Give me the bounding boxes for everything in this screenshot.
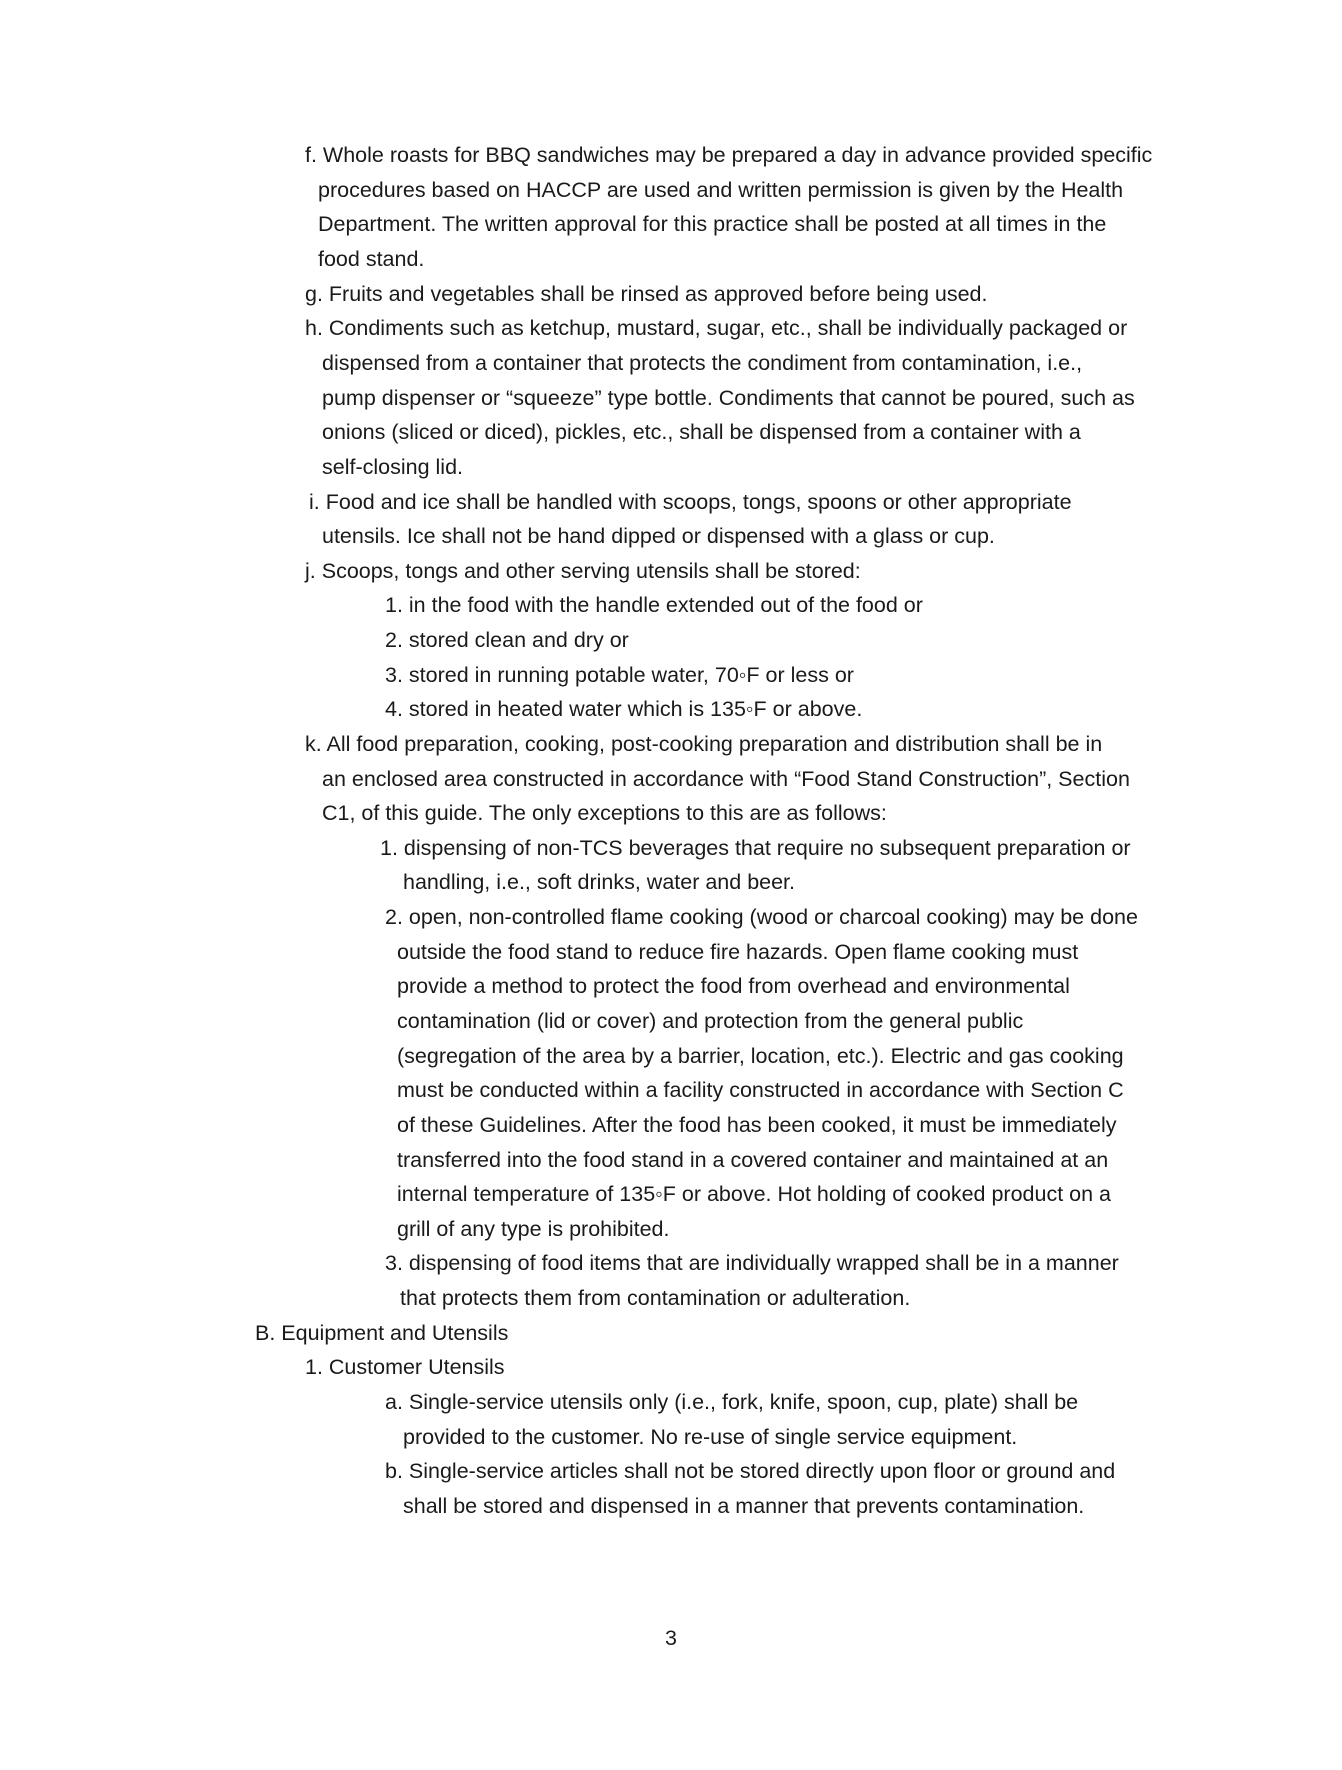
text-line: contamination (lid or cover) and protection from the general public [397,1009,1024,1033]
text-line: must be conducted within a facility constructed in accordance with Section C [397,1078,1124,1102]
text-line: 3. stored in running potable water, 70◦F or less or [385,663,854,687]
text-line: provided to the customer. No re-use of single service equipment. [403,1425,1018,1449]
text-line: f. Whole roasts for BBQ sandwiches may be prepared a day in advance provided specific [305,143,1153,167]
text-line: handling, i.e., soft drinks, water and beer. [403,870,796,894]
text-line: pump dispenser or “squeeze” type bottle. Condiments that cannot be poured, such as [322,386,1135,410]
text-line: outside the food stand to reduce fire hazards. Open flame cooking must [397,940,1079,964]
text-line: grill of any type is prohibited. [397,1217,670,1241]
text-line: C1, of this guide. The only exceptions to this are as follows: [322,801,887,825]
text-line: dispensed from a container that protects the condiment from contamination, i.e., [322,351,1083,375]
text-line: shall be stored and dispensed in a manner that prevents contamination. [403,1494,1085,1518]
text-line: a. Single-service utensils only (i.e., fork, knife, spoon, cup, plate) shall be [385,1390,1079,1414]
text-line: 2. open, non-controlled flame cooking (wood or charcoal cooking) may be done [385,905,1138,929]
text-line: b. Single-service articles shall not be stored directly upon floor or ground and [385,1459,1116,1483]
text-line: k. All food preparation, cooking, post-cooking preparation and distribution shall be in [305,732,1103,756]
text-line: Department. The written approval for this practice shall be posted at all times in the [318,212,1107,236]
text-line: 1. in the food with the handle extended out of the food or [385,593,923,617]
page-number: 3 [665,1626,677,1650]
text-line: self-closing lid. [322,455,463,479]
text-line: onions (sliced or diced), pickles, etc., shall be dispensed from a container with a [322,420,1081,444]
text-line: 1. dispensing of non-TCS beverages that require no subsequent preparation or [380,836,1131,860]
text-line: g. Fruits and vegetables shall be rinsed as approved before being used. [305,282,988,306]
text-line: utensils. Ice shall not be hand dipped or dispensed with a glass or cup. [322,524,995,548]
text-line: internal temperature of 135◦F or above. Hot holding of cooked product on a [397,1182,1111,1206]
text-line: B. Equipment and Utensils [255,1321,509,1345]
text-line: 4. stored in heated water which is 135◦F or above. [385,697,863,721]
text-line: 2. stored clean and dry or [385,628,629,652]
text-line: an enclosed area constructed in accordance with “Food Stand Construction”, Section [322,767,1130,791]
text-line: transferred into the food stand in a covered container and maintained at an [397,1148,1109,1172]
text-line: provide a method to protect the food from overhead and environmental [397,974,1070,998]
text-line: 1. Customer Utensils [305,1355,505,1379]
text-line: (segregation of the area by a barrier, location, etc.). Electric and gas cooking [397,1044,1124,1068]
text-line: j. Scoops, tongs and other serving utensils shall be stored: [305,559,861,583]
text-line: food stand. [318,247,425,271]
text-line: 3. dispensing of food items that are individually wrapped shall be in a manner [385,1251,1119,1275]
text-line: i. Food and ice shall be handled with scoops, tongs, spoons or other appropriate [309,490,1072,514]
text-line: of these Guidelines. After the food has been cooked, it must be immediately [397,1113,1117,1137]
text-line: h. Condiments such as ketchup, mustard, sugar, etc., shall be individually packaged or [305,316,1128,340]
text-line: that protects them from contamination or adulteration. [400,1286,911,1310]
text-line: procedures based on HACCP are used and written permission is given by the Health [318,178,1124,202]
